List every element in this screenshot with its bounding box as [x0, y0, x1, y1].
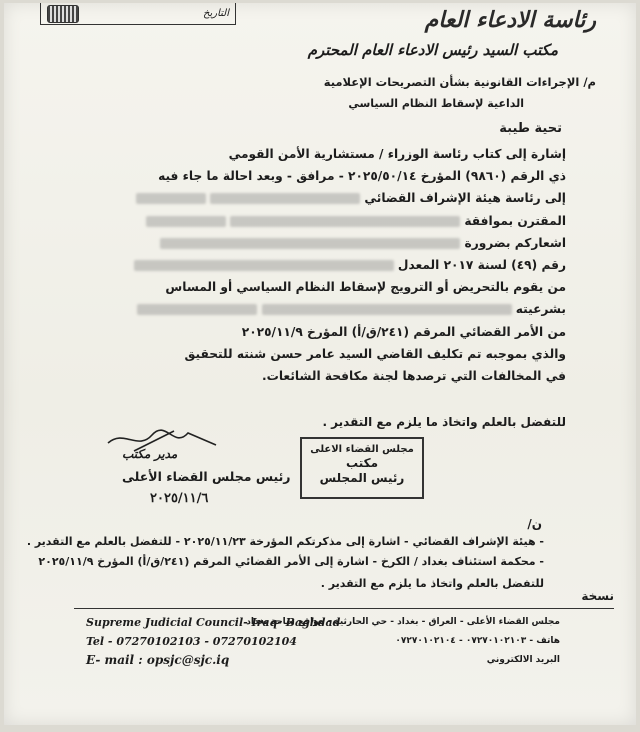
copy-recipient: - هيئة الإشراف القضائي - اشارة إلى مذكرتكم المؤرخة ٢٠٢٥/١١/٢٣ - للتفضل بالعلم مع التقدير .: [26, 535, 544, 548]
stamp-line-2: مكتب: [345, 456, 378, 470]
footer-email-ar: البريد الالكتروني: [486, 655, 560, 665]
body-line: رقم (٤٩) لسنة ٢٠١٧ المعدل: [26, 254, 566, 276]
signer-name: رئيس مجلس القضاء الأعلى: [122, 469, 291, 484]
copy-recipient: - محكمة استئناف بغداد / الكرخ - اشارة إلى الأمر القضائي المرقم (٢٤١/ق/أ) المؤرخ ٢٠٢٥/١١/٩: [38, 555, 544, 568]
reference-box: [40, 3, 236, 25]
redacted-text: [136, 193, 206, 204]
redacted-text: [160, 238, 460, 249]
letter-body: [26, 143, 566, 387]
body-line: اشعاركم بضرورة: [26, 232, 566, 254]
body-line: إشارة إلى كتاب رئاسة الوزراء / مستشارية الأمن القومي: [228, 147, 566, 161]
subject-line-2: الداعية لإسقاط النظام السياسي: [348, 97, 524, 110]
footer-arabic: [246, 613, 560, 670]
body-line: والذي بموجبه تم تكليف القاضي السيد عامر حسن شنته للتحقيق: [184, 346, 566, 361]
redacted-text: [210, 193, 360, 204]
closing-text: للتفضل بالعلم واتخاذ ما يلزم مع التقدير .: [322, 415, 566, 429]
body-line: من يقوم بالتحريض أو الترويج لإسقاط النظام السياسي أو المساس: [165, 280, 566, 295]
footer-divider: [74, 608, 614, 609]
body-line: بشرعيته: [26, 298, 566, 320]
office-stamp: [300, 437, 424, 499]
redacted-text: [230, 216, 460, 227]
redacted-text: [262, 304, 512, 315]
body-line: المقترن بموافقة: [26, 210, 566, 232]
greeting: تحية طيبة: [499, 121, 562, 136]
subject-line-1: م/ الإجراءات القانونية بشأن التصريحات الإعلامية: [323, 75, 596, 89]
date-label: التاريخ: [203, 8, 229, 19]
body-line: ذي الرقم (٩٨٦٠) المؤرخ ٢٠٢٥/٥٠/١٤ - مرافق - وبعد احالة ما جاء فيه: [158, 169, 566, 184]
signature-title: مدير مكتب: [122, 447, 178, 461]
redacted-text: [137, 304, 257, 315]
footer-tel-en: Tel - 07270102103 - 07270102104: [86, 635, 297, 648]
stamp-line-3: رئيس المجلس: [319, 471, 405, 485]
redacted-text: [146, 216, 226, 227]
footer-org-en: Supreme Judicial Council- Iraq- Baghdad: [86, 616, 341, 629]
copies-label: نسخة: [581, 589, 614, 603]
body-line: من الأمر القضائي المرقم (٢٤١/ق/أ) المؤرخ ٢٠٢٥/١١/٩: [241, 324, 566, 339]
addressee: مكتب السيد رئيس الادعاء العام المحترم: [307, 41, 558, 59]
page-title: رئاسة الادعاء العام: [424, 7, 596, 33]
footer-org-ar: مجلس القضاء الأعلى - العراق - بغداد - حي الحارثية - مواقع ساحة بغداد: [246, 617, 560, 627]
stamp-line-1: مجلس القضاء الاعلى: [310, 444, 414, 455]
redacted-text: [134, 260, 394, 271]
body-line: في المخالفات التي ترصدها لجنة مكافحة الشائعات.: [261, 369, 566, 384]
footer-email-en: E- mail : opsjc@sjc.iq: [86, 653, 230, 667]
council-logo-icon: [47, 5, 79, 23]
document-page: [4, 3, 636, 725]
copy-recipient: للتفضل بالعلم واتخاذ ما يلزم مع التقدير .: [320, 577, 544, 590]
body-line: إلى رئاسة هيئة الإشراف القضائي: [26, 187, 566, 209]
copies-marker: ن/: [527, 517, 542, 531]
footer-tel-ar: هاتف - ٠٧٢٧٠١٠٢١٠٣ - ٠٧٢٧٠١٠٢١٠٤: [395, 636, 560, 646]
signature-date: ٢٠٢٥/١١/٦: [150, 491, 209, 506]
